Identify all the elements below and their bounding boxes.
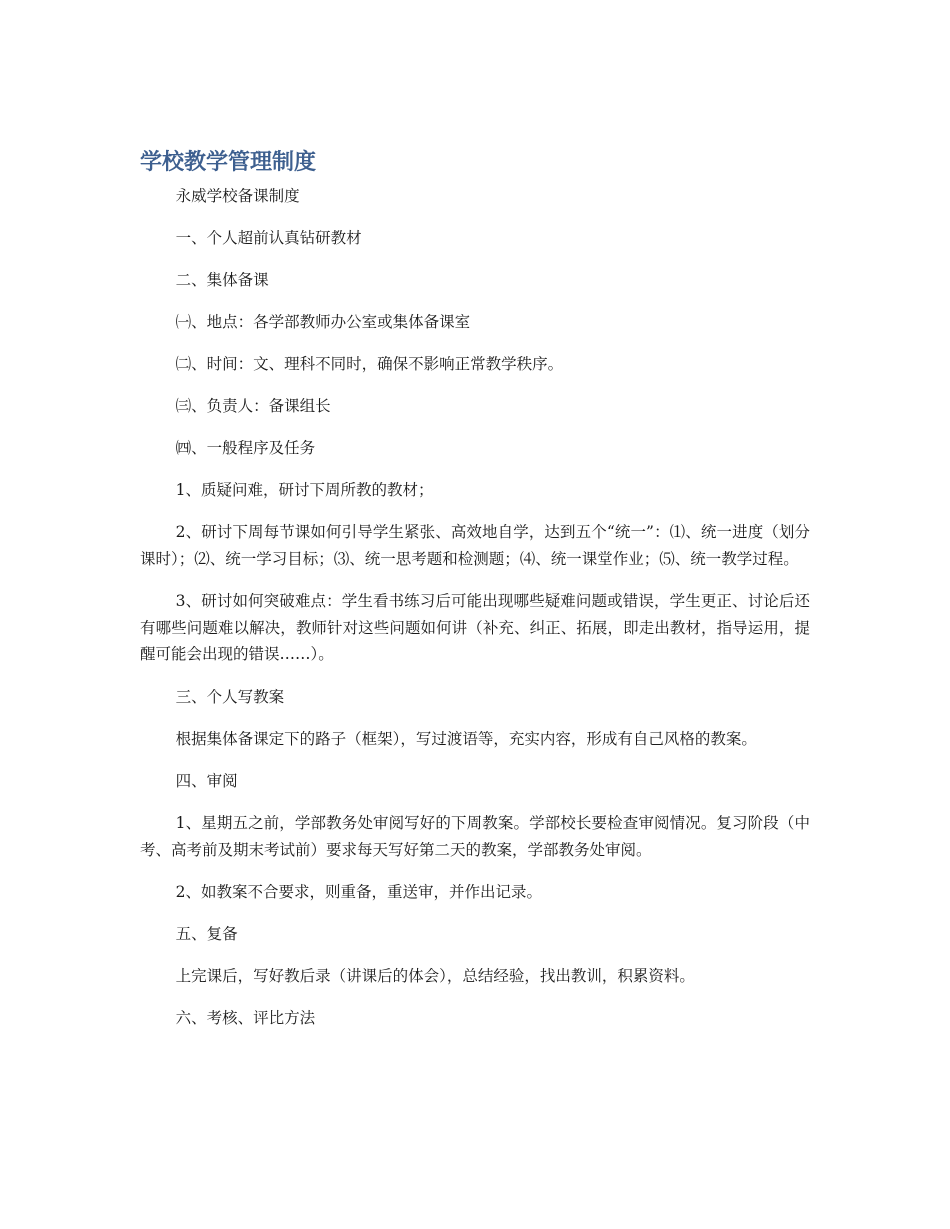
paragraph: 一、个人超前认真钻研教材 [175,229,362,247]
paragraph: 永威学校备课制度 [175,187,300,205]
paragraph: 根据集体备课定下的路子（框架），写过渡语等，充实内容，形成有自己风格的教案。 [175,729,757,748]
paragraph: 1、质疑问难，研讨下周所教的教材； [175,481,434,499]
paragraph: 六、考核、评比方法 [175,1009,316,1027]
paragraph: 三、个人写教案 [175,687,285,706]
paragraph: ㈣、一般程序及任务 [175,439,316,457]
paragraph: 2、如教案不合要求，则重备，重送审，并作出记录。 [175,883,543,901]
paragraph: ㈢、负责人：备课组长 [175,397,331,415]
paragraph: ㈡、时间：文、理科不同时，确保不影响正常教学秩序。 [175,355,564,373]
paragraph: ㈠、地点：各学部教师办公室或集体备课室 [175,313,471,331]
paragraph: 2、研讨下周每节课如何引导学生紧张、高效地自学，达到五个“统一”：⑴、统一进度（划分课时）；⑵、统一学习目标；⑶、统一思考题和检测题；⑷、统一课堂作业；⑸、统一教学过程。 [140,523,810,568]
document-body [140,183,810,1047]
paragraph: 3、研讨如何突破难点：学生看书练习后可能出现哪些疑难问题或错误，学生更正、讨论后还有哪些问题难以解决，教师针对这些问题如何讲（补充、纠正、拓展，即走出教材，指导运用，提醒可能会出现的错误……）。 [140,592,810,663]
document-title: 学校教学管理制度 [140,150,317,175]
paragraph: 二、集体备课 [175,271,269,289]
paragraph: 四、审阅 [175,772,238,790]
paragraph: 五、复备 [175,925,238,943]
paragraph: 上完课后，写好教后录（讲课后的体会），总结经验，找出教训，积累资料。 [175,967,695,985]
paragraph: 1、星期五之前，学部教务处审阅写好的下周教案。学部校长要检查审阅情况。复习阶段（中考、高考前及期末考试前）要求每天写好第二天的教案，学部教务处审阅。 [140,814,810,859]
